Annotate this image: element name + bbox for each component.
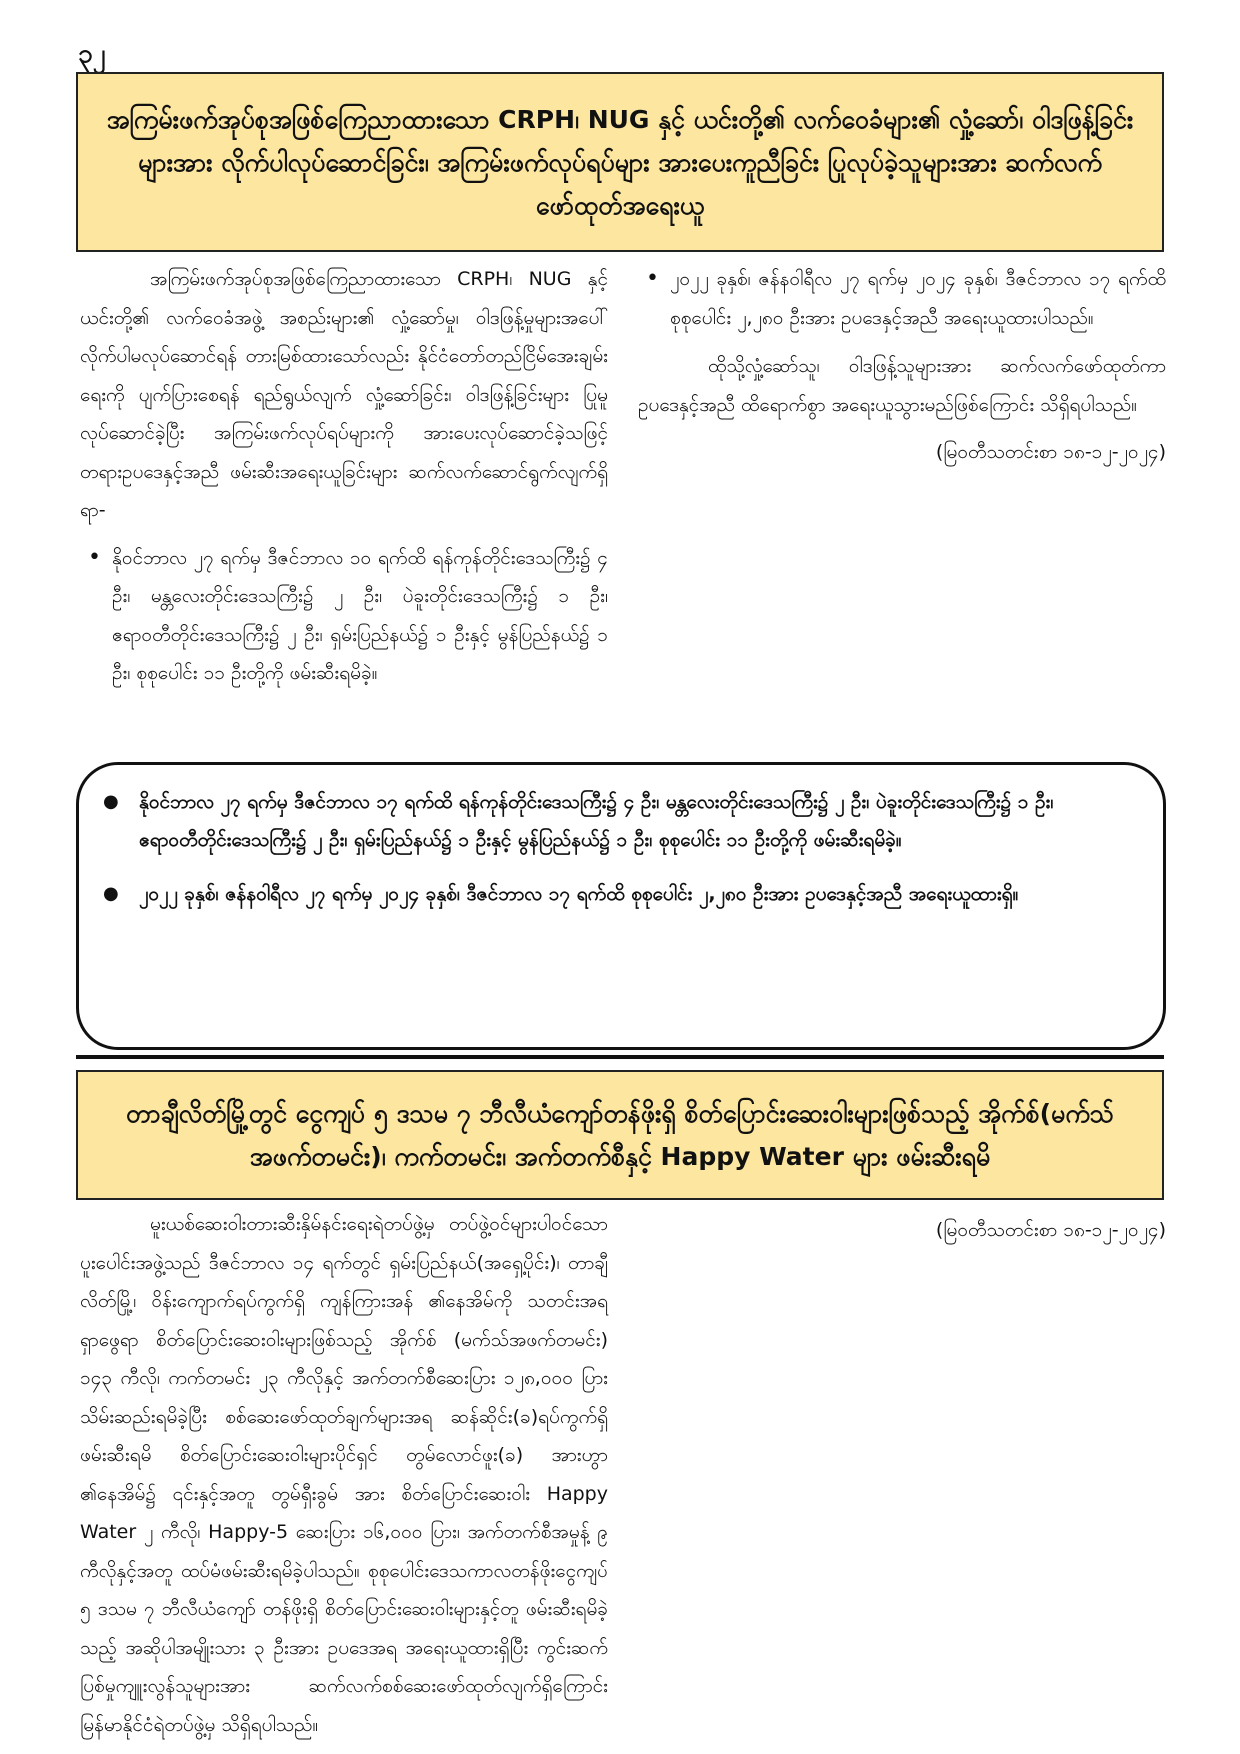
article2-column-right	[638, 1205, 1166, 1259]
article1-intro: အကြမ်းဖက်အုပ်စုအဖြစ်ကြေညာထားသော CRPH၊ NUG နှင့် ယင်းတို့၏ လက်ဝေခံအဖွဲ့ အစည်းများ၏ လှုံ့ဆော်မှု၊ ဝါဒဖြန့်မှုများအပေါ် လိုက်ပါမလုပ်ဆောင်ရန် တားမြစ်ထားသော်လည်း နိုင်ငံတော်တည်ငြိမ်အေးချမ်းရေးကို ပျက်ပြားစေရန် ရည်ရွယ်လျက် လှုံ့ဆော်ခြင်း၊ ဝါဒဖြန့်ခြင်းများ ပြုမူလုပ်ဆောင်ခဲ့ပြီး အကြမ်းဖက်လုပ်ရပ်များကို အားပေးလုပ်ဆောင်ခဲ့သဖြင့် တရားဥပဒေနှင့်အညီ ဖမ်းဆီးအရေးယူခြင်းများ ဆက်လက်ဆောင်ရွက်လျက်ရှိရာ-	[80, 268, 608, 521]
article1-source: (မြဝတီသတင်းစာ ၁၈-၁၂-၂၀၂၄)	[935, 441, 1166, 463]
summary-bullet-1: ● နိုဝင်ဘာလ ၂၇ ရက်မှ ဒီဇင်ဘာလ ၁၇ ရက်ထိ ရန်ကုန်တိုင်းဒေသကြီး၌ ၄ ဦး၊ မန္တလေးတိုင်းဒေသကြီး၌ ၂ ဦး၊ ပဲခူးတိုင်းဒေသကြီး၌ ၁ ဦး၊ ဧရာဝတီတိုင်းဒေသကြီး၌ ၂ ဦး၊ ရှမ်းပြည်နယ်၌ ၁ ဦးနှင့် မွန်ပြည်နယ်၌ ၁ ဦး၊ စုစုပေါင်း ၁၁ ဦးတို့ကို ဖမ်းဆီးရမိခဲ့။	[139, 783, 1133, 859]
article1-column-left	[80, 260, 608, 703]
article1-bullets-cont	[638, 260, 1166, 337]
article1-bullet-2: • ၂၀၂၂ ခုနှစ်၊ ဇန်နဝါရီလ ၂၇ ရက်မှ ၂၀၂၄ ခုနှစ်၊ ဒီဇင်ဘာလ ၁၇ ရက်ထိ စုစုပေါင်း ၂,၂၈၀ ဦးအား ဥပဒေနှင့်အညီ အရေးယူထားပါသည်။	[670, 260, 1166, 337]
article2-body: မူးယစ်ဆေးဝါးတားဆီးနှိမ်နင်းရေးရဲတပ်ဖွဲ့မှ တပ်ဖွဲ့ဝင်များပါဝင်သော ပူးပေါင်းအဖွဲ့သည် ဒီဇင်ဘာလ ၁၄ ရက်တွင် ရှမ်းပြည်နယ်(အရှေ့ပိုင်း)၊ တာချီလိတ်မြို့၊ ဝိန်းကျောက်ရပ်ကွက်ရှိ ကျန်ကြားအန် ၏နေအိမ်ကို သတင်းအရရှာဖွေရာ စိတ်ပြောင်းဆေးဝါးများဖြစ်သည့် အိုက်စ် (မက်သ်အဖက်တမင်း) ၁၄၃ ကီလို၊ ကက်တမင်း ၂၃ ကီလိုနှင့် အက်တက်စီဆေးပြား ၁၂၈,၀၀၀ ပြား သိမ်းဆည်းရမိခဲ့ပြီး စစ်ဆေးဖော်ထုတ်ချက်များအရ ဆန်ဆိုင်း(ခ)ရပ်ကွက်ရှိ ဖမ်းဆီးရမိ စိတ်ပြောင်းဆေးဝါးများပိုင်ရှင် တွမ်လောင်ဖူး(ခ) အားဟွာ ၏နေအိမ်၌ ၎င်းနှင့်အတူ တွမ်ရှီးခွမ် အား စိတ်ပြောင်းဆေးဝါး Happy Water ၂ ကီလို၊ Happy-5 ဆေးပြား ၁၆,၀၀၀ ပြား၊ အက်တက်စီအမှုန့် ၉ ကီလိုနှင့်အတူ ထပ်မံဖမ်းဆီးရမိခဲ့ပါသည်။ စုစုပေါင်းဒေသကာလတန်ဖိုးငွေကျပ် ၅ ဒသမ ၇ ဘီလီယံကျော် တန်ဖိုးရှိ စိတ်ပြောင်းဆေးဝါးများနှင့်တူ ဖမ်းဆီးရမိခဲ့သည့် အဆိုပါအမျိုးသား ၃ ဦးအား ဥပဒေအရ အရေးယူထားရှိပြီး ကွင်းဆက်ပြစ်မှုကျူးလွန်သူများအား ဆက်လက်စစ်ဆေးဖော်ထုတ်လျက်ရှိကြောင်း မြန်မာနိုင်ငံရဲတပ်ဖွဲ့မှ သိရှိရပါသည်။	[80, 1213, 608, 1736]
article1-bullet-1: • နိုဝင်ဘာလ ၂၇ ရက်မှ ဒီဇင်ဘာလ ၁၀ ရက်ထိ ရန်ကုန်တိုင်းဒေသကြီး၌ ၄ ဦး၊ မန္တလေးတိုင်းဒေသကြီး၌ ၂ ဦး၊ ပဲခူးတိုင်းဒေသကြီး၌ ၁ ဦး၊ ဧရာဝတီတိုင်းဒေသကြီး၌ ၂ ဦး၊ ရှမ်းပြည်နယ်၌ ၁ ဦးနှင့် မွန်ပြည်နယ်၌ ၁ ဦး၊ စုစုပေါင်း ၁၁ ဦးတို့ကို ဖမ်းဆီးရမိခဲ့။	[112, 539, 608, 693]
article1-column-right	[638, 260, 1166, 481]
article2-title: တာချီလိတ်မြို့တွင် ငွေကျပ် ၅ ဒသမ ၇ ဘီလီယံကျော်တန်ဖိုးရှိ စိတ်ပြောင်းဆေးဝါးများဖြစ်သည့် အိုက်စ်(မက်သ်အဖက်တမင်း)၊ ကက်တမင်း၊ အက်တက်စီနှင့် Happy Water များ ဖမ်းဆီးရမိ	[76, 1070, 1164, 1200]
article2-source: (မြဝတီသတင်းစာ ၁၈-၁၂-၂၀၂၄)	[935, 1219, 1166, 1241]
summary-box	[76, 762, 1166, 1050]
section-divider	[76, 1055, 1164, 1059]
article2-column-left	[80, 1205, 608, 1753]
summary-list	[139, 783, 1133, 913]
summary-bullet-2: ● ၂၀၂၂ ခုနှစ်၊ ဇန်နဝါရီလ ၂၇ ရက်မှ ၂၀၂၄ ခုနှစ်၊ ဒီဇင်ဘာလ ၁၇ ရက်ထိ စုစုပေါင်း ၂,၂၈၀ ဦးအား ဥပဒေနှင့်အညီ အရေးယူထားရှိ။	[139, 875, 1133, 913]
page-number: ၃၂	[78, 39, 106, 69]
article1-closing: ထိုသို့လှုံ့ဆော်သူ၊ ဝါဒဖြန့်သူများအား ဆက်လက်ဖော်ထုတ်ကာ ဥပဒေနှင့်အညီ ထိရောက်စွာ အရေးယူသွားမည်ဖြစ်ကြောင်း သိရှိရပါသည်။	[638, 355, 1166, 416]
article1-title: အကြမ်းဖက်အုပ်စုအဖြစ်ကြေညာထားသော CRPH၊ NUG နှင့် ယင်းတို့၏ လက်ဝေခံများ၏ လှုံ့ဆော်၊ ဝါဒဖြန့်ခြင်းများအား လိုက်ပါလုပ်ဆောင်ခြင်း၊ အကြမ်းဖက်လုပ်ရပ်များ အားပေးကူညီခြင်း ပြုလုပ်ခဲ့သူများအား ဆက်လက်ဖော်ထုတ်အရေးယူ	[76, 72, 1164, 252]
article1-bullets	[80, 539, 608, 693]
